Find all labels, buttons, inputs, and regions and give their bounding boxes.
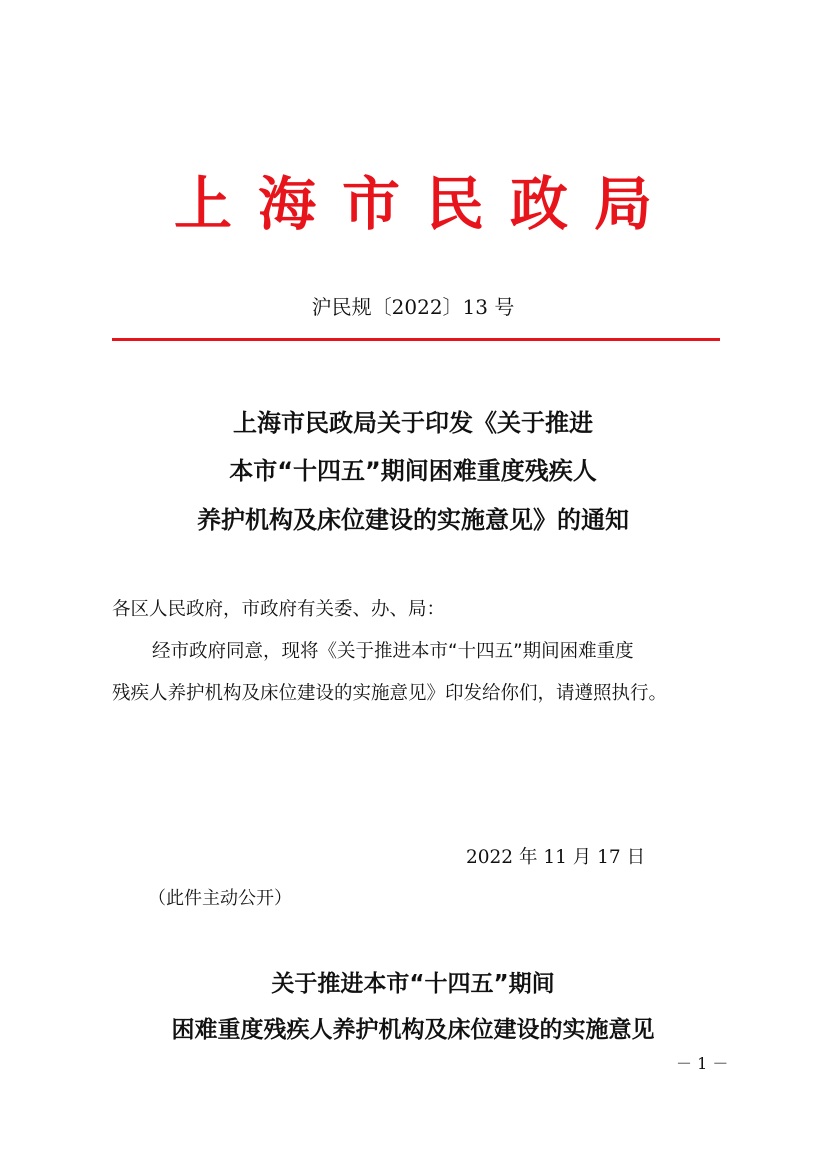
notice-title-line-1: 上海市民政局关于印发《关于推进: [233, 409, 593, 437]
document-number: 沪民规〔2022〕13 号: [311, 295, 515, 319]
page-number: － 1 －: [676, 1054, 729, 1073]
agency-masthead: 上海市民政局: [173, 170, 678, 238]
addressee-line: 各区人民政府，市政府有关委、办、局：: [112, 599, 446, 620]
body-paragraph-line-2: 残疾人养护机构及床位建设的实施意见》印发给你们，请遵照执行。: [112, 683, 668, 704]
notice-title-line-3: 养护机构及床位建设的实施意见》的通知: [197, 506, 629, 534]
disclosure-note: （此件主动公开）: [148, 888, 292, 909]
attachment-title-line-2: 困难重度残疾人养护机构及床位建设的实施意见: [171, 1017, 655, 1043]
body-paragraph-line-1: 经市政府同意，现将《关于推进本市“十四五”期间困难重度: [152, 641, 634, 662]
red-divider-line: [112, 338, 720, 341]
issue-date: 2022 年 11 月 17 日: [466, 847, 646, 868]
attachment-title-line-1: 关于推进本市“十四五”期间: [271, 971, 555, 997]
notice-title-line-2: 本市“十四五”期间困难重度残疾人: [229, 457, 597, 485]
